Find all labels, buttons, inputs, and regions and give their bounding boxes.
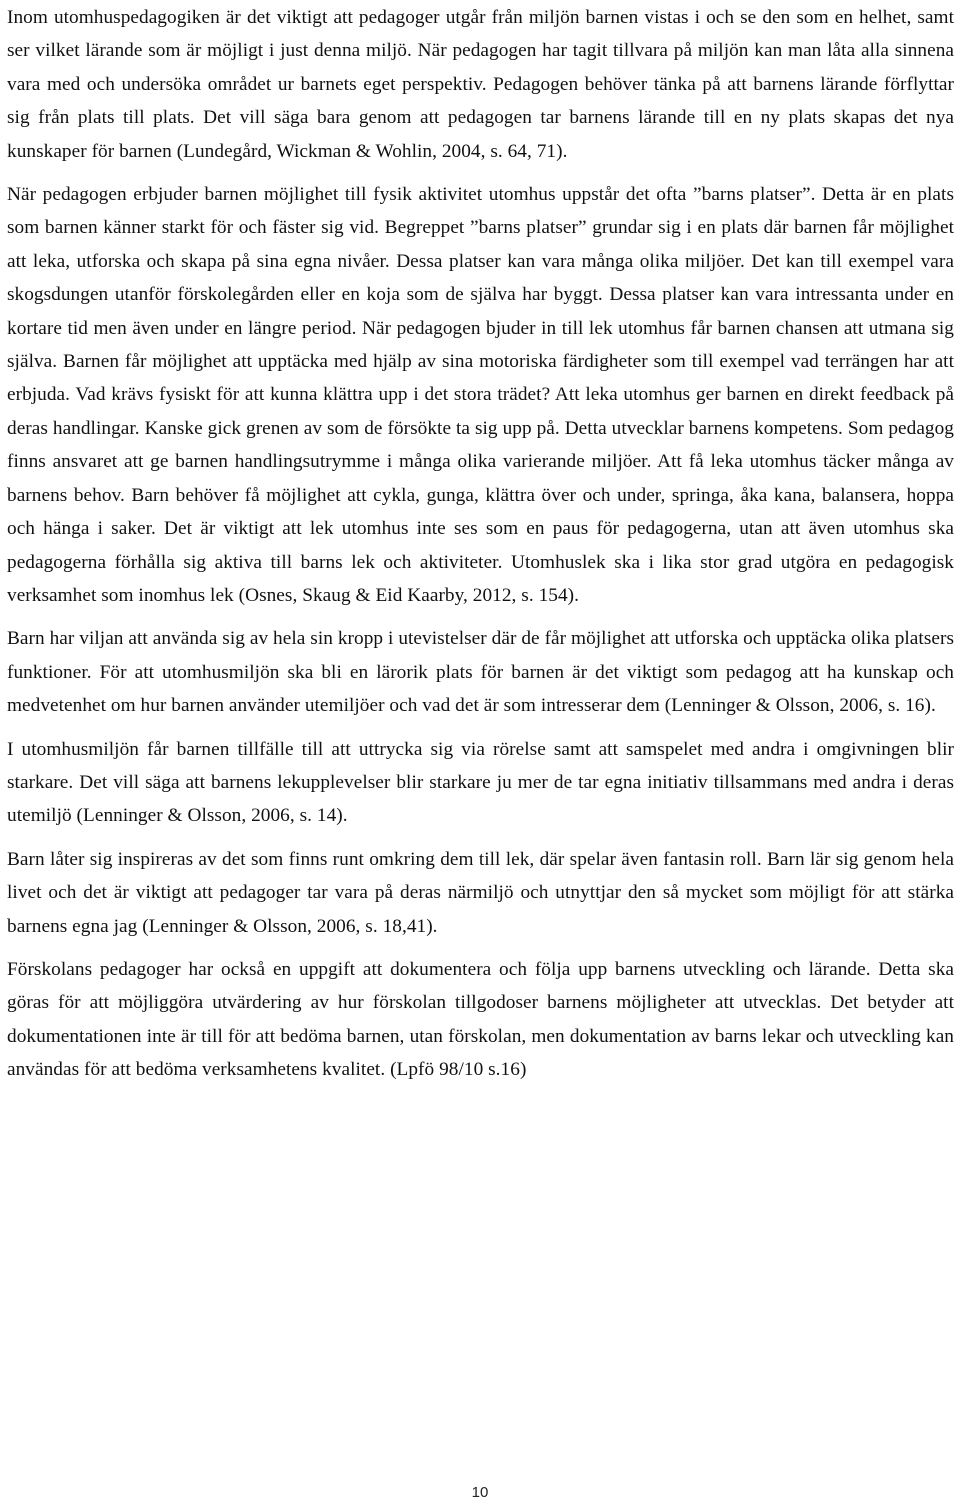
- page-number: 10: [471, 1484, 489, 1501]
- paragraph-2: När pedagogen erbjuder barnen möjlighet till fysik aktivitet utomhus uppstår det ofta ”barns platser”. Detta är en plats som barnen känner starkt för och fäster sig vid. Begreppet ”barns platser” grundar sig i en plats där barnen får möjlighet att leka, utforska och skapa på sina egna nivåer. Dessa platser kan vara många olika miljöer. Det kan till exempel vara skogsdungen utanför förskolegården eller en koja som de själva har byggt. Dessa platser kan vara intressanta under en kortare tid men även under en längre period. När pedagogen bjuder in till lek utomhus får barnen chansen att utmana sig själva. Barnen får möjlighet att upptäcka med hjälp av sina motoriska färdigheter som till exempel vad terrängen har att erbjuda. Vad krävs fysiskt för att kunna klättra upp i det stora trädet? Att leka utomhus ger barnen en direkt feedback på deras handlingar. Kanske gick grenen av som de försökte ta sig upp på. Detta utvecklar barnens kompetens. Som pedagog finns ansvaret att ge barnen handlingsutrymme i många olika varierande miljöer. Att få leka utomhus täcker många av barnens behov. Barn behöver få möjlighet att cykla, gunga, klättra över och under, springa, åka kana, balansera, hoppa och hänga i saker. Det är viktigt att lek utomhus inte ses som en paus för pedagogerna, utan att även utomhus ska pedagogerna förhålla sig aktiva till barns lek och aktiviteter. Utomhuslek ska i lika stor grad utgöra en pedagogisk verksamhet som inomhus lek (Osnes, Skaug & Eid Kaarby, 2012, s. 154).: [7, 184, 954, 606]
- document-page: [7, 1, 954, 1087]
- paragraph-1: Inom utomhuspedagogiken är det viktigt att pedagoger utgår från miljön barnen vistas i och se den som en helhet, samt ser vilket lärande som är möjligt i just denna miljö. När pedagogen har tagit tillvara på miljön kan man låta alla sinnena vara med och undersöka området ur barnets eget perspektiv. Pedagogen behöver tänka på att barnens lärande förflyttar sig från plats till plats. Det vill säga bara genom att pedagogen tar barnens lärande till en ny plats skapas det nya kunskaper för barnen (Lundegård, Wickman & Wohlin, 2004, s. 64, 71).: [7, 7, 954, 162]
- paragraph-5: Barn låter sig inspireras av det som finns runt omkring dem till lek, där spelar även fantasin roll. Barn lär sig genom hela livet och det är viktigt att pedagoger tar vara på deras närmiljö och utnyttjar den så mycket som möjligt för att stärka barnens egna jag (Lenninger & Olsson, 2006, s. 18,41).: [7, 848, 954, 937]
- paragraph-4: I utomhusmiljön får barnen tillfälle till att uttrycka sig via rörelse samt att samspelet med andra i omgivningen blir starkare. Det vill säga att barnens lekupplevelser blir starkare ju mer de tar egna initiativ tillsammans med andra i deras utemiljö (Lenninger & Olsson, 2006, s. 14).: [7, 738, 954, 827]
- paragraph-3: Barn har viljan att använda sig av hela sin kropp i utevistelser där de får möjlighet att utforska och upptäcka olika platsers funktioner. För att utomhusmiljön ska bli en lärorik plats för barnen är det viktigt som pedagog att ha kunskap och medvetenhet om hur barnen använder utemiljöer och vad det är som intresserar dem (Lenninger & Olsson, 2006, s. 16).: [7, 628, 954, 717]
- paragraph-6: Förskolans pedagoger har också en uppgift att dokumentera och följa upp barnens utveckling och lärande. Detta ska göras för att möjliggöra utvärdering av hur förskolan tillgodoser barnens möjligheter att utvecklas. Det betyder att dokumentationen inte är till för att bedöma barnen, utan förskolan, men dokumentation av barns lekar och utveckling kan användas för att bedöma verksamhetens kvalitet. (Lpfö 98/10 s.16): [7, 958, 954, 1081]
